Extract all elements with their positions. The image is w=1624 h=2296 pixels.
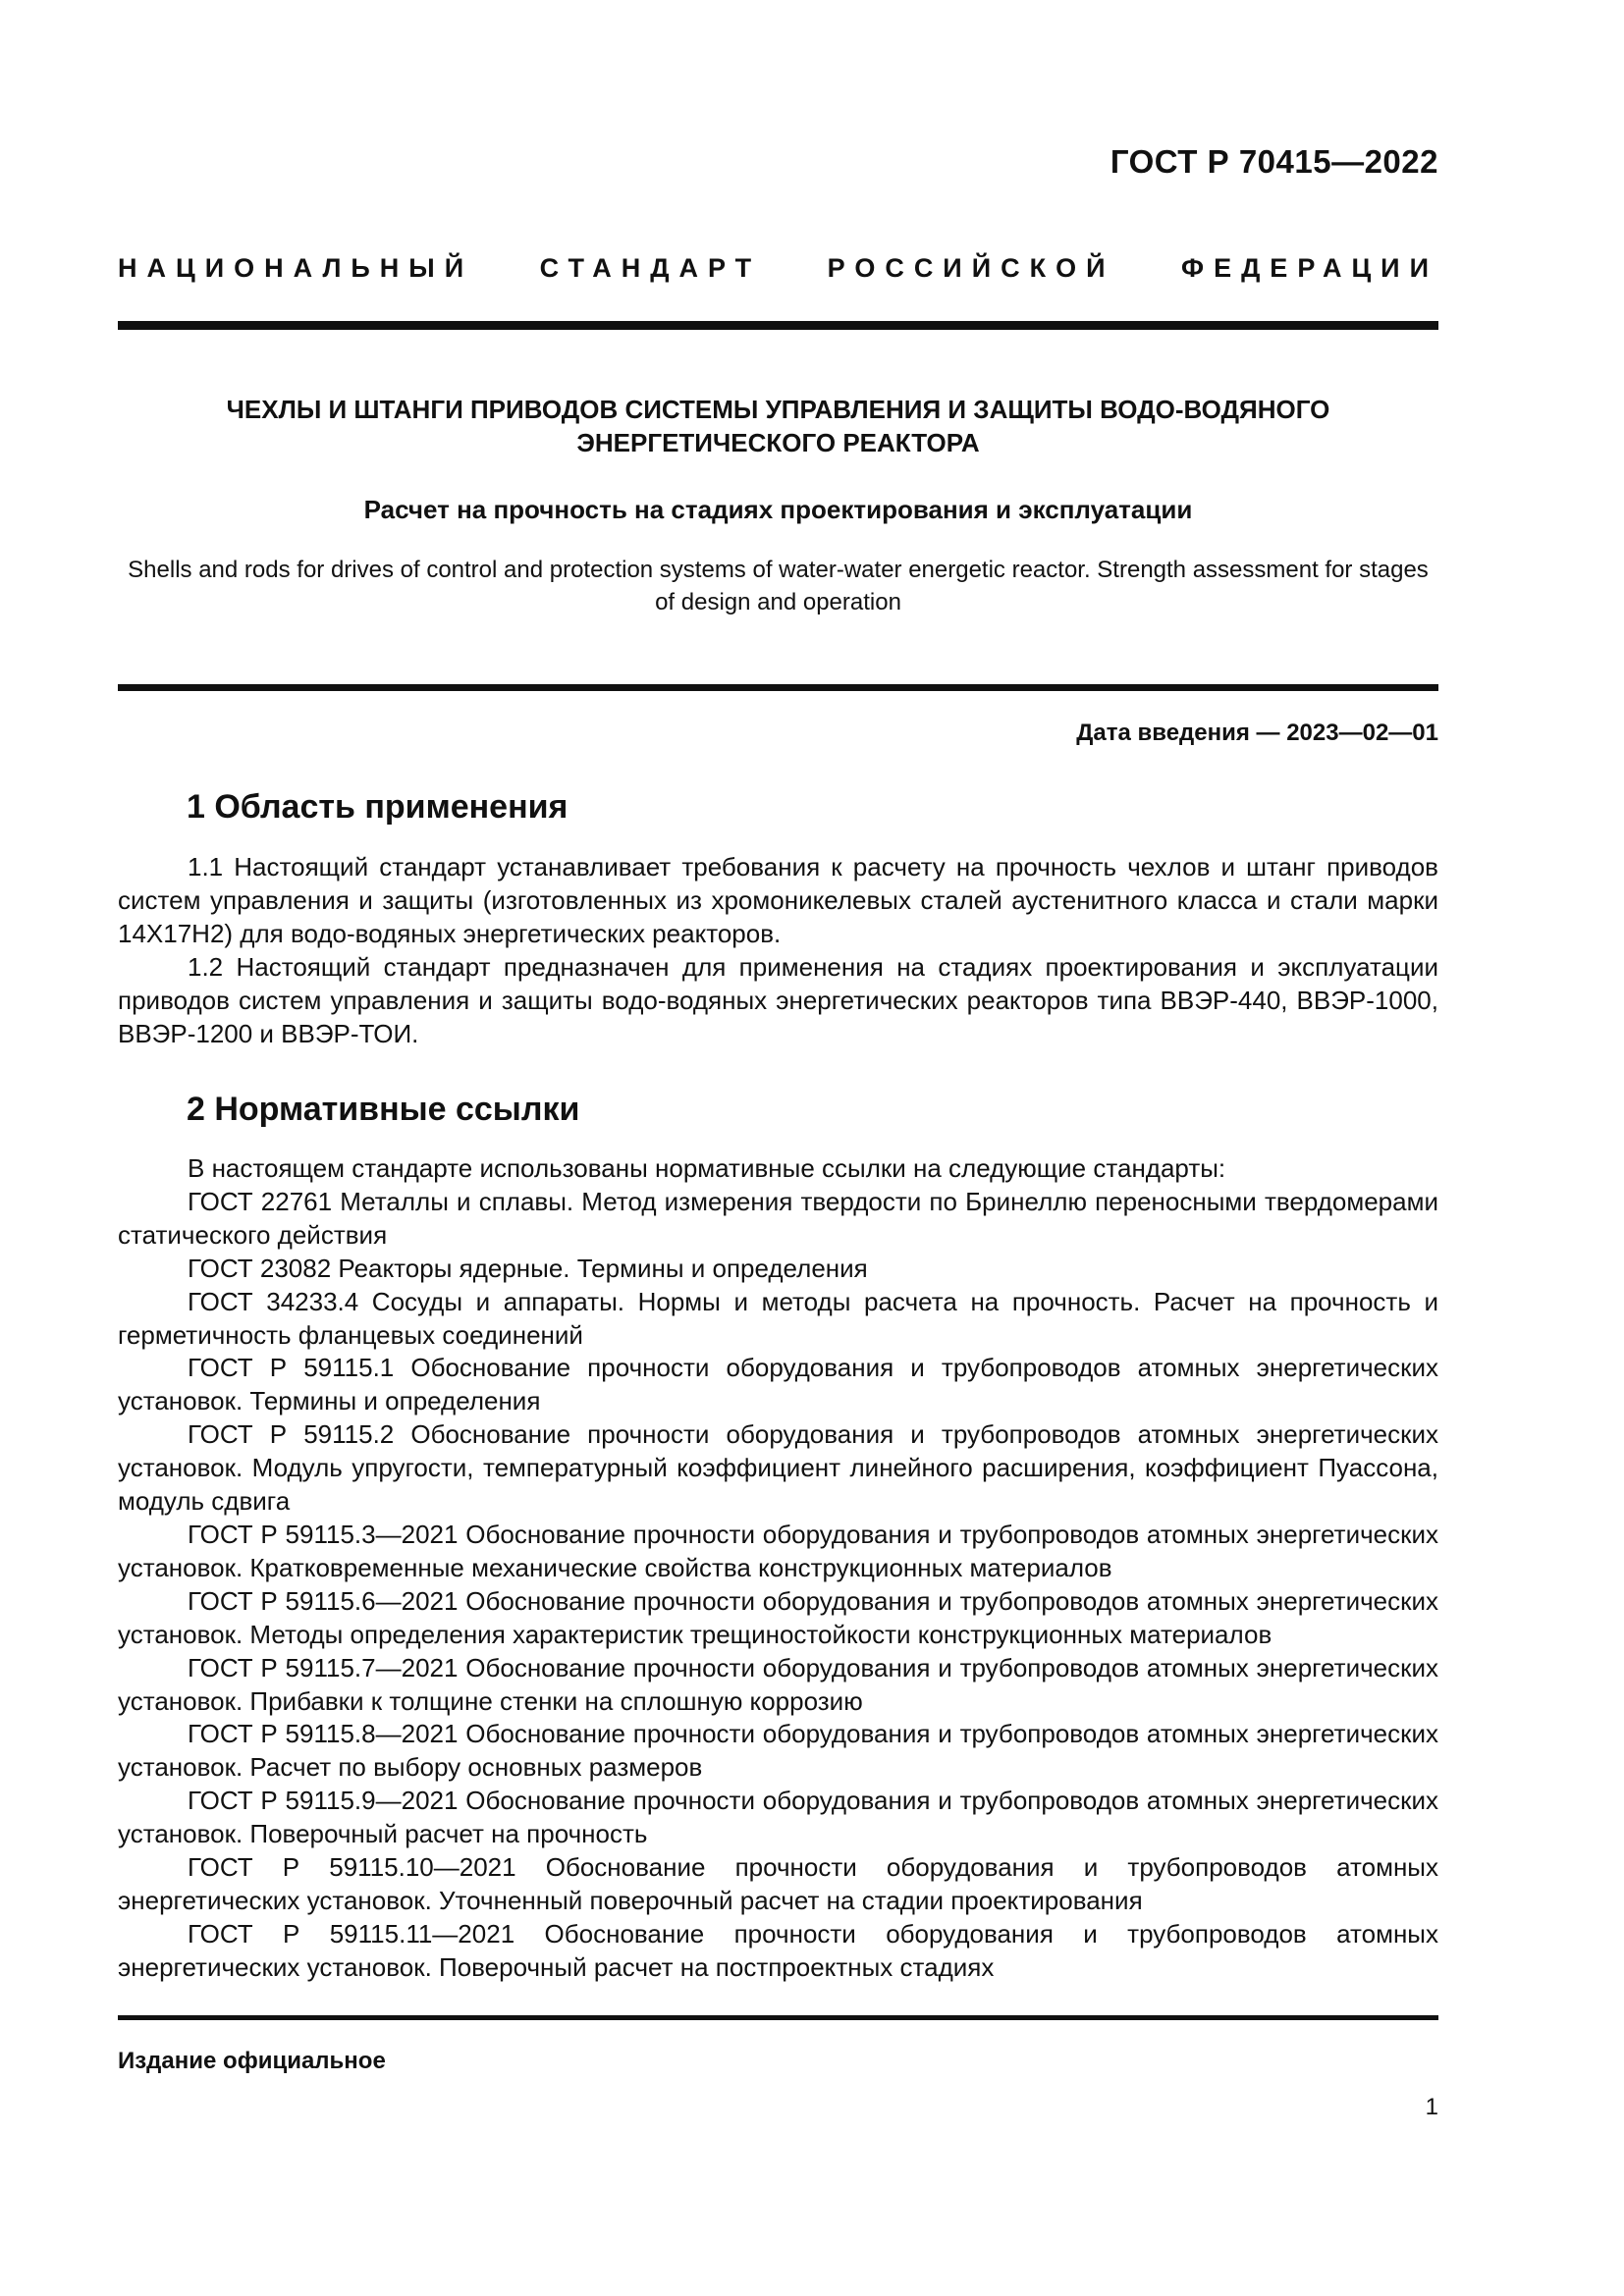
document-title: ЧЕХЛЫ И ШТАНГИ ПРИВОДОВ СИСТЕМЫ УПРАВЛЕНИЯ И ЗАЩИТЫ ВОДО-ВОДЯНОГО ЭНЕРГЕТИЧЕСКОГО РЕАКТОРА bbox=[226, 395, 1330, 457]
footer-divider bbox=[118, 2015, 1438, 2020]
english-title: Shells and rods for drives of control and protection systems of water-water energetic reactor. Strength assessment for stages of design and operation bbox=[128, 557, 1429, 615]
reference-item: ГОСТ Р 59115.1 Обоснование прочности оборудования и трубопроводов атомных энергетических установок. Термины и определения bbox=[118, 1353, 1438, 1416]
reference-item: ГОСТ 34233.4 Сосуды и аппараты. Нормы и методы расчета на прочность. Расчет на прочность и герметичность фланцевых соединений bbox=[118, 1286, 1438, 1350]
reference-item: ГОСТ Р 59115.6—2021 Обоснование прочности оборудования и трубопроводов атомных энергетических установок. Методы определения характеристик трещиностойкости конструкционных материалов bbox=[118, 1585, 1438, 1649]
section-heading: 2 Нормативные ссылки bbox=[187, 1091, 580, 1128]
references-intro: В настоящем стандарте использованы нормативные ссылки на следующие стандарты: bbox=[188, 1153, 1226, 1183]
reference-item: ГОСТ Р 59115.7—2021 Обоснование прочности оборудования и трубопроводов атомных энергетических установок. Прибавки к толщине стенки на сплошную коррозию bbox=[118, 1652, 1438, 1716]
page-number: 1 bbox=[1425, 2094, 1438, 2120]
top-divider bbox=[118, 321, 1438, 330]
document-page bbox=[118, 0, 1438, 2296]
reference-item: ГОСТ Р 59115.8—2021 Обоснование прочности оборудования и трубопроводов атомных энергетических установок. Расчет по выбору основных размеров bbox=[118, 1719, 1438, 1783]
introduction-date: Дата введения — 2023—02—01 bbox=[1076, 720, 1438, 746]
document-code: ГОСТ Р 70415—2022 bbox=[1110, 143, 1438, 180]
section-scope bbox=[118, 785, 1438, 1050]
paragraph: 1.1 Настоящий стандарт устанавливает требования к расчету на прочность чехлов и штанг приводов систем управления и защиты (изготовленных из хромоникелевых сталей аустенитного класса и стали марки 14Х17Н2) для водо-водяных энергетических реакторов. bbox=[118, 852, 1438, 948]
document-subtitle: Расчет на прочность на стадиях проектирования и эксплуатации bbox=[363, 495, 1193, 524]
reference-item: ГОСТ Р 59115.10—2021 Обоснование прочности оборудования и трубопроводов атомных энергетических установок. Уточненный поверочный расчет на стадии проектирования bbox=[118, 1852, 1438, 1915]
reference-item: ГОСТ 23082 Реакторы ядерные. Термины и определения bbox=[188, 1253, 868, 1283]
section-heading: 1 Область применения bbox=[187, 788, 568, 826]
standard-banner: НАЦИОНАЛЬНЫЙ СТАНДАРТ РОССИЙСКОЙ ФЕДЕРАЦИИ bbox=[118, 253, 1438, 283]
title-divider bbox=[118, 684, 1438, 691]
section-normative-references bbox=[118, 1088, 1438, 1985]
title-block bbox=[118, 393, 1438, 618]
reference-item: ГОСТ 22761 Металлы и сплавы. Метод измерения твердости по Бринеллю переносными твердомерами статического действия bbox=[118, 1186, 1438, 1250]
reference-item: ГОСТ Р 59115.2 Обоснование прочности оборудования и трубопроводов атомных энергетических установок. Модуль упругости, температурный коэффициент линейного расширения, коэффициент Пуассона, модуль сдвига bbox=[118, 1419, 1438, 1517]
reference-item: ГОСТ Р 59115.9—2021 Обоснование прочности оборудования и трубопроводов атомных энергетических установок. Поверочный расчет на прочность bbox=[118, 1786, 1438, 1849]
reference-item: ГОСТ Р 59115.11—2021 Обоснование прочности оборудования и трубопроводов атомных энергетических установок. Поверочный расчет на постпроектных стадиях bbox=[118, 1918, 1438, 1982]
paragraph: 1.2 Настоящий стандарт предназначен для применения на стадиях проектирования и эксплуатации приводов систем управления и защиты водо-водяных энергетических реакторов типа ВВЭР-440, ВВЭР-1000, ВВЭР-1200 и ВВЭР-ТОИ. bbox=[118, 952, 1438, 1048]
edition-note: Издание официальное bbox=[118, 2048, 386, 2074]
reference-item: ГОСТ Р 59115.3—2021 Обоснование прочности оборудования и трубопроводов атомных энергетических установок. Кратковременные механические свойства конструкционных материалов bbox=[118, 1519, 1438, 1582]
